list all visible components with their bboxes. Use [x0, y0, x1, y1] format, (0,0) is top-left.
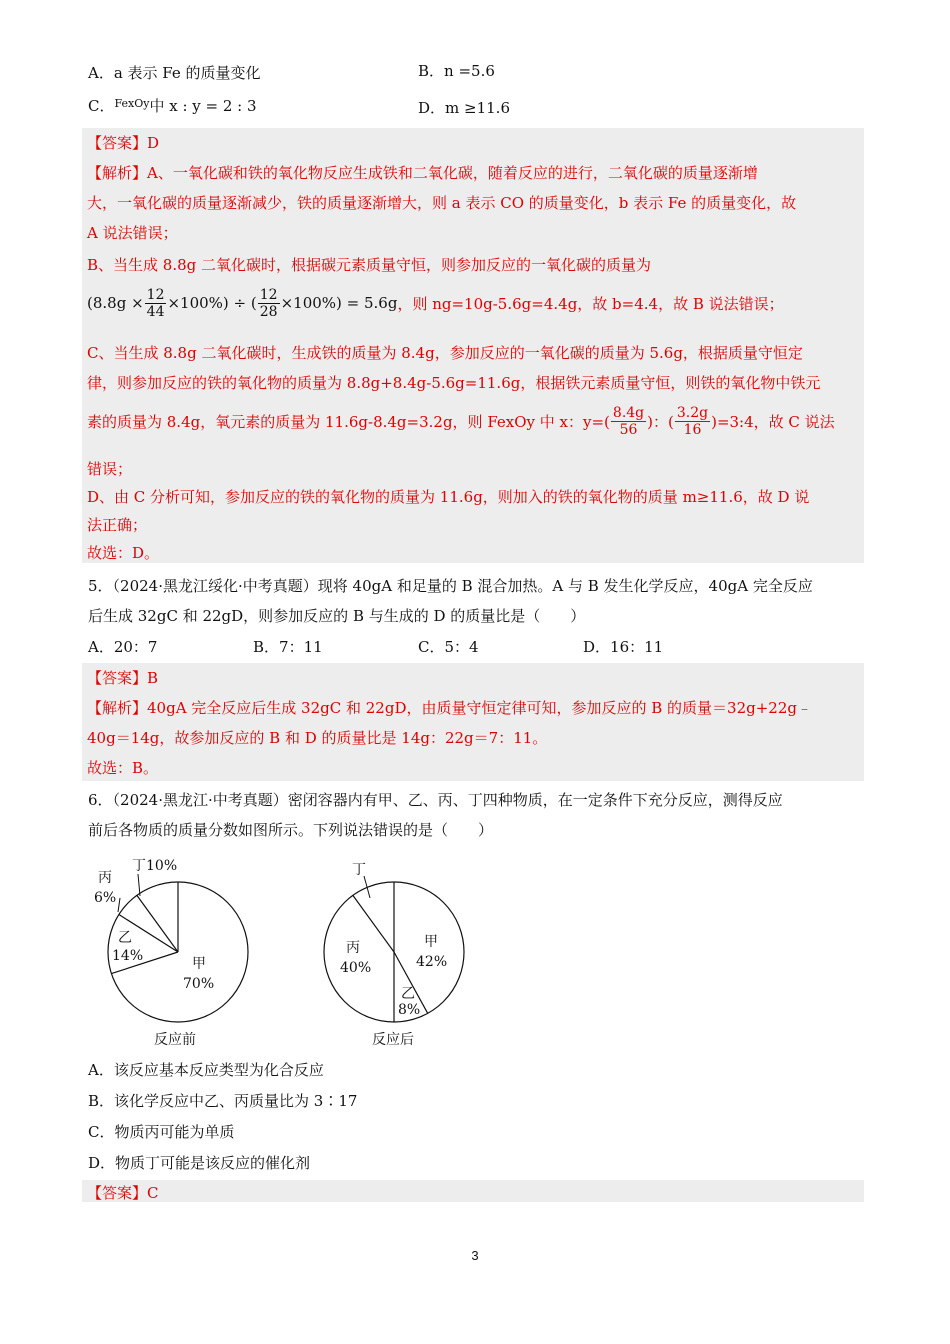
q4-answer-block	[82, 128, 864, 563]
formula-part: ×100%) ÷ (	[167, 294, 257, 312]
slice-label-jia-before: 甲 70%	[183, 956, 215, 992]
q5-option-b: B．7：11	[253, 638, 323, 656]
q6-option-a: A．该反应基本反应类型为化合反应	[88, 1061, 324, 1079]
q4-option-c	[88, 95, 257, 116]
q4-option-b: B．n =5.6	[418, 62, 495, 80]
q4-option-c-formula: FexOy	[114, 97, 150, 110]
q4-answer-label: 【答案】D	[87, 134, 160, 152]
q5-answer-label: 【答案】B	[87, 669, 159, 687]
page-number: 3	[471, 1248, 479, 1263]
q5-analysis-line: 40g＝14g，故参加反应的 B 和 D 的质量比是 14g：22g＝7：11。	[87, 729, 548, 747]
q5-option-d: D．16：11	[583, 638, 664, 656]
q5-option-a: A．20：7	[88, 638, 158, 656]
slice-label-bing-after: 丙 40%	[340, 940, 372, 976]
slice-label-bing-before: 丙 6%	[94, 870, 117, 906]
fraction	[675, 405, 710, 438]
fraction-numerator: 12	[259, 286, 278, 303]
q6-option-c: C．物质丙可能为单质	[88, 1123, 235, 1141]
pie-chart-before	[94, 858, 248, 1048]
pie-title-before: 反应前	[154, 1032, 196, 1048]
fraction-numerator: 3.2g	[676, 404, 709, 421]
pie-chart-after	[324, 862, 464, 1048]
q4-analysis-line: 律，则参加反应的铁的氧化物的质量为 8.8g+8.4g-5.6g=11.6g，根据铁元素质量守恒，则铁的氧化物中铁元	[87, 374, 821, 392]
q4-option-a: A．a 表示 Fe 的质量变化	[88, 64, 261, 82]
q5-option-c: C．5：4	[418, 638, 479, 656]
q4-analysis-line: 大，一氧化碳的质量逐渐减少，铁的质量逐渐增大，则 a 表示 CO 的质量变化，b 表示 Fe 的质量变化，故	[87, 194, 797, 212]
q6-stem-line: 前后各物质的质量分数如图所示。下列说法错误的是（ ）	[88, 821, 494, 839]
slice-label-yi-before: 乙 14%	[112, 930, 144, 964]
q4-analysis-line: B、当生成 8.8g 二氧化碳时，根据碳元素质量守恒，则参加反应的一氧化碳的质量为	[87, 256, 652, 274]
q5-analysis-line: 故选：B。	[87, 759, 159, 777]
fraction-denominator: 16	[683, 421, 702, 438]
fraction-numerator: 8.4g	[612, 404, 645, 421]
leader-line	[118, 898, 120, 912]
q6-option-b: B．该化学反应中乙、丙质量比为 3∶17	[88, 1092, 358, 1110]
q4-analysis-line: 错误；	[87, 460, 133, 478]
formula-part: )=3:4，故 C 说法	[711, 412, 835, 431]
q4-ratio-line	[87, 400, 835, 442]
formula-part: 素的质量为 8.4g，氧元素的质量为 11.6g-8.4g=3.2g，则 FexOy 中 x：y=(	[87, 412, 610, 431]
fraction	[611, 405, 646, 438]
q4-analysis-line: C、当生成 8.8g 二氧化碳时，生成铁的质量为 8.4g，参加反应的一氧化碳的质量为 5.6g，根据质量守恒定	[87, 344, 803, 362]
fraction	[145, 287, 167, 320]
fraction-numerator: 12	[146, 286, 165, 303]
formula-part: )：(	[647, 412, 674, 431]
q5-stem-line: 5．（2024·黑龙江绥化·中考真题）现将 40gA 和足量的 B 混合加热。A 与 B 发生化学反应，40gA 完全反应	[88, 577, 813, 595]
fraction-denominator: 56	[619, 421, 638, 438]
pie-charts-figure	[80, 848, 500, 1058]
q6-stem-line: 6．（2024·黑龙江·中考真题）密闭容器内有甲、乙、丙、丁四种物质，在一定条件下充分反应，测得反应	[88, 791, 783, 809]
fraction	[258, 287, 280, 320]
q4-analysis-line: A 说法错误；	[87, 224, 178, 242]
q6-answer-block	[82, 1180, 864, 1202]
pie-title-after: 反应后	[372, 1032, 414, 1048]
q4-option-c-suffix: 中 x : y = 2 : 3	[149, 97, 257, 115]
slice-label-ding-after: 丁	[352, 862, 366, 878]
formula-rest: ，则 ng=10g-5.6g=4.4g，故 b=4.4，故 B 说法错误；	[397, 294, 784, 313]
q4-analysis-line: 法正确；	[87, 516, 148, 534]
slice-label-yi-after: 乙 8%	[398, 986, 421, 1018]
formula-part: (8.8g ×	[87, 294, 144, 312]
slice-boundary	[137, 895, 178, 952]
q4-formula-line	[87, 282, 784, 324]
q5-stem-line: 后生成 32gC 和 22gD，则参加反应的 B 与生成的 D 的质量比是（ ）	[88, 607, 586, 625]
q4-option-c-prefix: C．	[88, 97, 115, 115]
q6-option-d: D．物质丁可能是该反应的催化剂	[88, 1154, 311, 1172]
q6-answer-label: 【答案】C	[87, 1184, 159, 1202]
q5-analysis-line: 【解析】40gA 完全反应后生成 32gC 和 22gD，由质量守恒定律可知，参加反应的 B 的质量＝32g+22g﹣	[87, 699, 812, 717]
fraction-denominator: 28	[259, 303, 278, 320]
leader-line	[138, 874, 140, 896]
q4-analysis-line: 故选：D。	[87, 544, 160, 562]
q4-option-d: D．m ≥11.6	[418, 99, 510, 117]
slice-label-jia-after: 甲 42%	[416, 934, 448, 970]
q5-answer-block	[82, 663, 864, 781]
slice-label-ding-before: 丁10%	[132, 858, 178, 874]
fraction-denominator: 44	[146, 303, 165, 320]
q4-analysis-line: 【解析】A、一氧化碳和铁的氧化物反应生成铁和二氧化碳，随着反应的进行，二氧化碳的质量逐渐增	[87, 164, 758, 182]
formula-part: ×100%) = 5.6g	[280, 294, 398, 312]
q4-analysis-line: D、由 C 分析可知，参加反应的铁的氧化物的质量为 11.6g，则加入的铁的氧化物的质量 m≥11.6，故 D 说	[87, 488, 810, 506]
